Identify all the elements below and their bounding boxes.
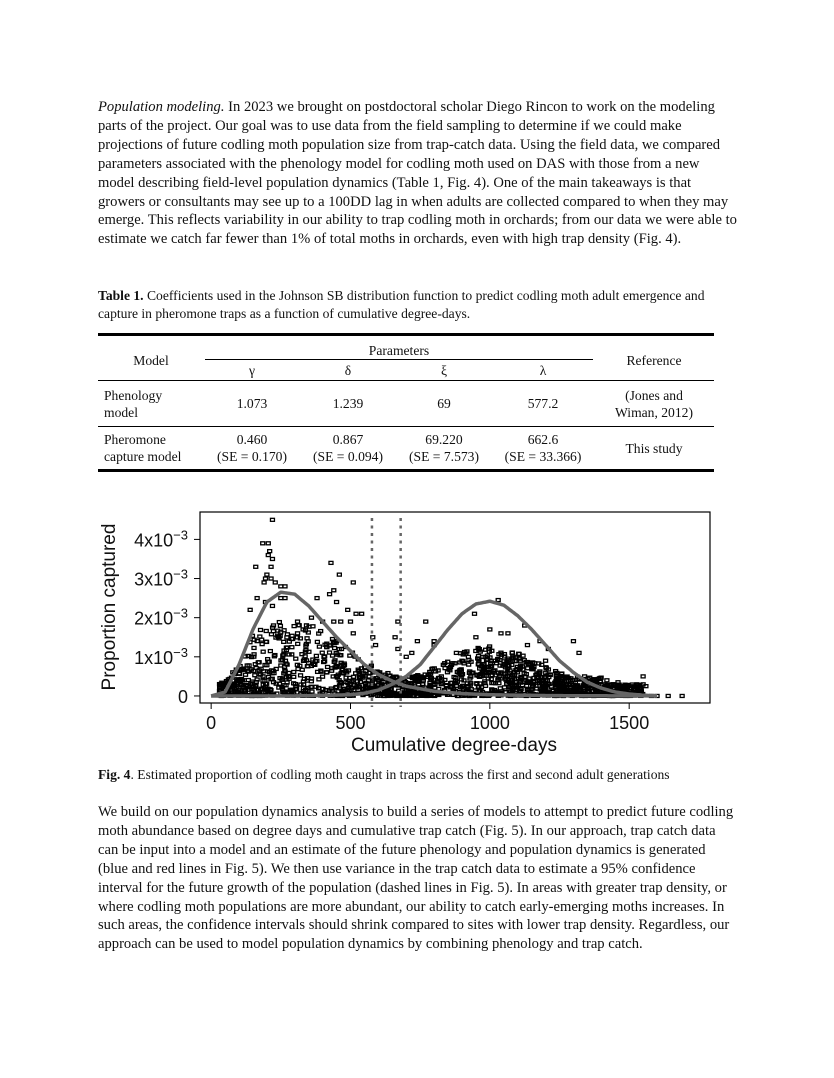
forecast-paragraph: We build on our population dynamics analysis to build a series of models to attempt to predict future codling moth abundance based on degree days and cumulative trap catch (Fig. 5). In our approach, trap catch data can be input into a model and an estimate of the future phenology and population dynamics is generated (blue and red lines in Fig. 5). We then use variance in the trap catch data to estimate a 95% confidence interval for the future growth of the population (dashed lines in Fig. 5). In areas with greater trap density, or where codling moth populations are more abundant, our ability to catch early-emerging moths increases. In such areas, the confidence intervals should shrink compared to sites with lower trap density. Regardless, our approach can be used to model population dynamics by combining phenology and trap catch. [98,804,734,953]
data-point [415,640,419,643]
data-point [296,632,300,635]
data-point [641,675,645,678]
table1-caption-text: Coefficients used in the Johnson SB distribution function to predict codling moth adult emergence and capture in pheromone traps as a function of cumulative degree-days. [98,288,705,321]
data-point [577,651,581,654]
data-point [268,650,272,653]
data-point [279,597,283,600]
data-point [253,663,257,666]
data-point [474,636,478,639]
data-point [496,599,500,602]
data-point [644,685,648,688]
data-point [526,667,530,670]
data-point [296,620,300,623]
data-point [274,682,278,685]
data-point [283,585,287,588]
figure-4 [98,505,718,765]
data-point [285,646,289,649]
cell-lambda: 577.2 [492,381,594,427]
data-point [269,678,273,681]
data-point [374,644,378,647]
standard-error: (SE = 0.094) [313,449,383,464]
data-point [259,628,263,631]
data-point [502,660,506,663]
standard-error: (SE = 33.366) [504,449,582,464]
data-point [393,636,397,639]
data-point [359,667,363,670]
data-point [330,667,334,670]
x-axis-label: Cumulative degree-days [351,735,557,756]
y-tick-label: $3x10^{-3}$ [134,566,188,590]
data-point [294,657,298,660]
y-tick-label: $1x10^{-3}$ [134,644,188,668]
data-point [302,677,306,680]
data-point [498,664,502,667]
coefficients-table [98,333,714,472]
data-point [332,589,336,592]
data-point [262,581,266,584]
header-parameters-label: Parameters [205,342,593,360]
data-point [328,651,332,654]
header-gamma: γ [248,363,255,378]
data-point [329,561,333,564]
figure-4-chart [98,505,718,760]
header-parameters [204,335,594,362]
data-point [300,653,304,656]
scatter-points-layer [218,518,685,697]
data-point [270,557,274,560]
data-point [258,635,262,638]
data-point [261,650,265,653]
data-point [544,659,548,662]
data-point [488,628,492,631]
data-point [319,630,323,633]
data-point [336,690,340,693]
x-tick-label: 0 [206,713,217,733]
reference-line1: (Jones and [625,387,683,403]
data-point [271,624,275,627]
data-point [503,691,507,694]
data-point [317,645,321,648]
data-point [484,684,488,687]
data-point [296,642,300,645]
header-model: Model [98,335,204,381]
x-tick-label: 500 [335,713,366,733]
data-point [266,554,270,557]
model-name-line1: Pheromone [104,432,166,447]
header-delta: δ [344,363,352,378]
model-name-line2: model [104,404,138,420]
data-point [335,601,339,604]
data-point [299,683,303,686]
header-xi: ξ [440,363,448,378]
data-point [292,670,296,673]
data-point [270,518,274,521]
data-point [290,646,294,649]
data-point [254,565,258,568]
data-point [269,633,273,636]
row-reference [594,381,714,427]
cell-xi: 69 [396,381,492,427]
data-point [471,671,475,674]
population-modeling-paragraph [98,98,738,249]
data-point [465,682,469,685]
data-point [432,640,436,643]
data-point [279,585,283,588]
standard-error: (SE = 0.170) [217,449,287,464]
figure-4-caption-label: Fig. 4 [98,767,131,782]
data-point [307,650,311,653]
value: 0.460 [236,432,268,447]
data-point [265,573,269,576]
data-point [287,671,291,674]
data-point [477,655,481,658]
data-point [535,687,539,690]
data-point [255,640,259,643]
data-point [273,581,277,584]
data-point [300,668,304,671]
data-point [680,694,684,697]
data-point [498,687,502,690]
table1-caption-label: Table 1. [98,288,144,303]
x-axis [206,703,649,733]
data-point [328,593,332,596]
data-point [540,675,544,678]
data-point [267,660,271,663]
data-point [248,608,252,611]
data-point [263,577,267,580]
data-point [255,597,259,600]
data-point [292,625,296,628]
model-name-line2: capture model [104,449,182,464]
data-point [279,631,283,634]
data-point [454,651,458,654]
data-point [599,680,603,683]
data-point [296,668,300,671]
data-point [339,620,343,623]
data-point [571,640,575,643]
data-point [315,597,319,600]
data-point [321,675,325,678]
model-name-line1: Phenology [104,387,163,403]
y-tick-label: 0 [177,686,188,707]
figure-4-caption [98,766,738,784]
data-point [354,612,358,615]
data-point [305,637,309,640]
data-point [309,616,313,619]
data-point [283,659,287,662]
cell-delta [300,427,396,471]
data-point [360,612,364,615]
data-point [346,608,350,611]
table-header-row [98,335,714,362]
data-point [321,687,325,690]
y-tick-label: $4x10^{-3}$ [134,527,188,551]
data-point [322,655,326,658]
data-point [269,565,273,568]
data-point [268,550,272,553]
cell-lambda [492,427,594,471]
data-point [260,643,264,646]
x-tick-label: 1500 [609,713,650,733]
data-point [510,651,514,654]
data-point [348,676,352,679]
data-point [388,674,392,677]
data-point [616,681,620,684]
data-point [404,655,408,658]
table-row [98,381,714,427]
data-point [283,597,287,600]
paragraph-body: In 2023 we brought on postdoctoral scholar Diego Rincon to work on the modeling parts of the project. Our goal was to use data from the field sampling to determine if we could make projections of future codling moth population size from trap-catch data. Using the field data, we compared parameters associated with the phenology model for codling moth used on DAS with those from a new model describing field-level population dynamics (Table 1, Fig. 4). One of the main takeaways is that growers or consultants may see up to a 100DD lag in when adults are collected compared to when they may emerge. This reflects variability in our ability to trap codling moth in orchards; from our data we were able to estimate we catch far fewer than 1% of total moths in orchards, even with high trap density (Fig. 4). [98,99,737,248]
value: 662.6 [527,432,559,447]
data-point [333,647,337,650]
data-point [325,671,329,674]
data-point [278,624,282,627]
data-point [262,670,266,673]
data-point [261,542,265,545]
data-point [285,636,289,639]
data-point [246,654,250,657]
data-point [270,604,274,607]
data-point [433,686,437,689]
row-reference: This study [594,427,714,471]
data-point [277,621,281,624]
table1-caption [98,287,738,322]
data-point [443,667,447,670]
paragraph-lead: Population modeling. [98,99,225,115]
data-point [527,677,531,680]
data-point [337,573,341,576]
data-point [311,625,315,628]
data-point [477,662,481,665]
data-point [290,637,294,640]
data-point [253,674,257,677]
data-point [499,632,503,635]
y-tick-label: $2x10^{-3}$ [134,605,188,629]
data-point [323,660,327,663]
data-point [299,674,303,677]
standard-error: (SE = 7.573) [409,449,479,464]
data-point [264,629,268,632]
data-point [473,612,477,615]
data-point [309,677,313,680]
data-point [396,620,400,623]
data-point [254,681,258,684]
data-point [282,640,286,643]
table-row [98,427,714,471]
data-point [356,680,360,683]
data-point [326,665,330,668]
y-axis-label: Proportion captured [99,523,120,691]
data-point [525,644,529,647]
header-lambda: λ [539,363,547,378]
data-point [446,660,450,663]
data-point [424,620,428,623]
data-point [332,620,336,623]
data-point [364,670,368,673]
data-point [348,620,352,623]
data-point [475,682,479,685]
value: 69.220 [425,432,463,447]
cell-delta: 1.239 [300,381,396,427]
data-point [443,678,447,681]
data-point [666,694,670,697]
data-point [292,675,296,678]
cell-gamma: 1.073 [204,381,300,427]
data-point [295,687,299,690]
data-point [269,577,273,580]
data-point [506,632,510,635]
data-point [246,679,250,682]
data-point [605,679,609,682]
reference-line2: Wiman, 2012) [615,404,693,420]
data-point [266,542,270,545]
data-point [310,690,314,693]
data-point [489,678,493,681]
data-point [320,651,324,654]
data-point [421,682,425,685]
figure-4-caption-text: . Estimated proportion of codling moth caught in traps across the first and second adult generations [130,767,670,782]
data-point [252,646,256,649]
data-point [274,667,278,670]
cell-xi [396,427,492,471]
data-point [473,689,477,692]
data-point [315,640,319,643]
data-point [244,673,248,676]
data-point [537,662,541,665]
data-point [410,651,414,654]
header-reference: Reference [594,335,714,381]
data-point [396,647,400,650]
cell-gamma [204,427,300,471]
value: 0.867 [332,432,364,447]
data-point [314,654,318,657]
y-axis [134,527,200,707]
data-point [296,624,300,627]
data-point [351,632,355,635]
row-model [98,381,204,427]
data-point [298,637,302,640]
data-point [351,581,355,584]
data-point [510,663,514,666]
x-tick-label: 1000 [469,713,510,733]
row-model [98,427,204,471]
